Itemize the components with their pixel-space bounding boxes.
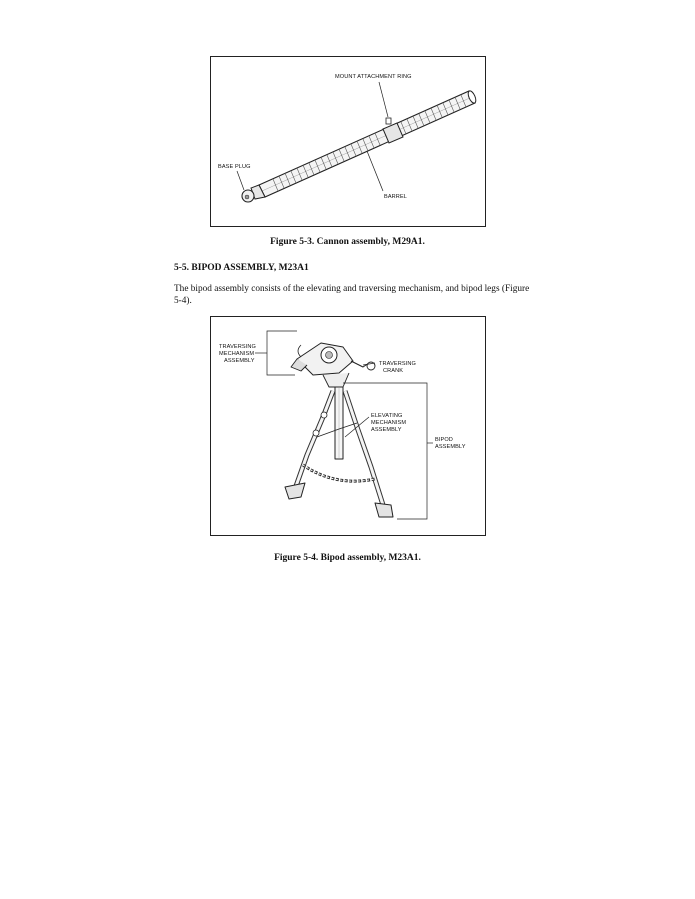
cannon-figure [210, 56, 486, 227]
bipod-figure [210, 316, 486, 536]
traversing-mechanism-label-line2: MECHANISM [219, 351, 255, 357]
figure-5-4-caption: Figure 5-4. Bipod assembly, M23A1. [274, 553, 421, 563]
figure-5-3-caption: Figure 5-3. Cannon assembly, M29A1. [270, 237, 425, 247]
traversing-crank-label-line1: TRAVERSING [379, 361, 416, 367]
mount-attachment-ring-label: MOUNT ATTACHMENT RING [335, 74, 412, 80]
cannon-illustration [211, 57, 487, 228]
section-paragraph: The bipod assembly consists of the elevating and traversing mechanism, and bipod legs (Figure 5-4). [174, 284, 530, 306]
elevating-mechanism-label-line1: ELEVATING [371, 413, 403, 419]
elevating-mechanism-label-line2: MECHANISM [371, 420, 407, 426]
base-plug-label: BASE PLUG [218, 164, 251, 170]
section-heading: 5-5. BIPOD ASSEMBLY, M23A1 [174, 263, 309, 273]
traversing-crank-label-line2: CRANK [383, 368, 404, 374]
traversing-mechanism-label-line1: TRAVERSING [219, 344, 256, 350]
cannon-barrel-drawing [242, 90, 477, 202]
bipod-assembly-label-line1: BIPOD [435, 437, 453, 443]
traversing-mechanism-label-line3: ASSEMBLY [224, 358, 255, 364]
elevating-mechanism-label-line3: ASSEMBLY [371, 427, 402, 433]
bipod-assembly-label-line2: ASSEMBLY [435, 444, 466, 450]
barrel-label: BARREL [384, 194, 407, 200]
bipod-illustration [211, 317, 487, 537]
